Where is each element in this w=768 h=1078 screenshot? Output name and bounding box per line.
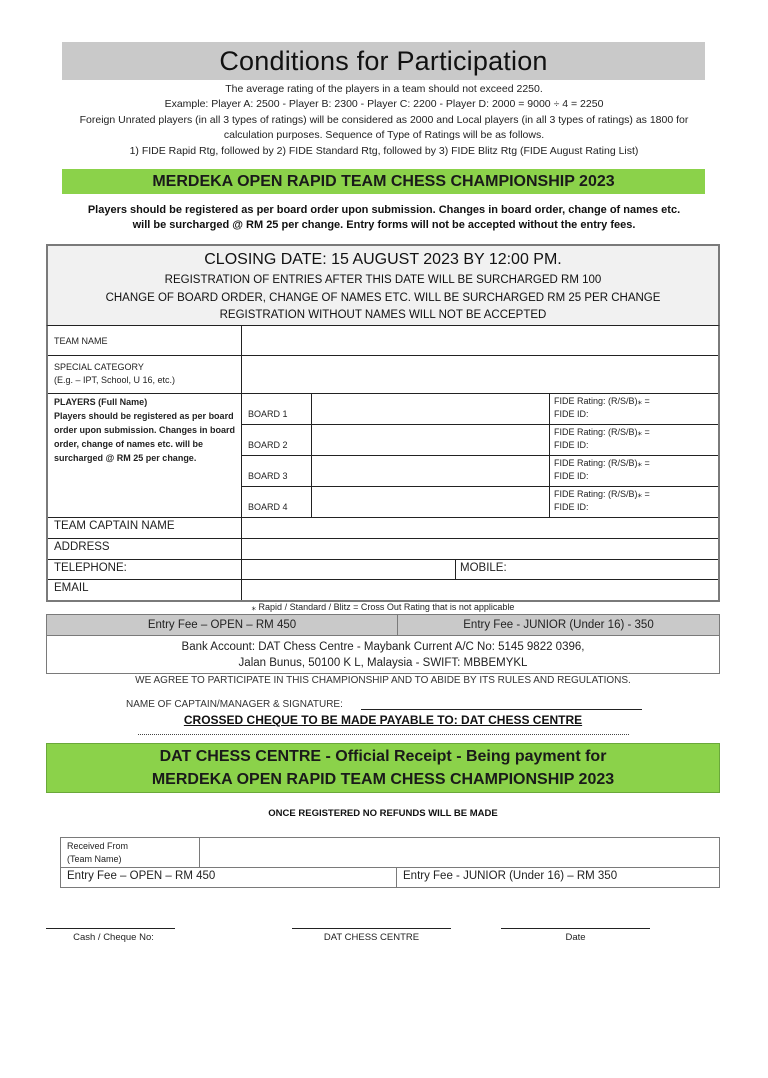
condition-line-4: calculation purposes. Sequence of Type of Ratings will be as follows. [223,129,545,141]
captain-row [48,518,718,539]
board-player-field[interactable] [312,394,550,424]
email-field[interactable] [242,580,718,600]
cash-cheque-line[interactable] [46,928,175,929]
fee-open: Entry Fee – OPEN – RM 450 [47,615,398,635]
fide-id-label: FIDE ID: [554,471,589,481]
cheque-note: CROSSED CHEQUE TO BE MADE PAYABLE TO: DAT CHESS CENTRE [183,713,583,727]
fide-id-label: FIDE ID: [554,502,589,512]
team-name-field[interactable] [242,326,718,355]
telephone-field[interactable] [242,560,456,579]
condition-line-2: Example: Player A: 2500 - Player B: 2300 - Player C: 2200 - Player D: 2000 = 9000 ÷ 4 = 2250 [164,98,604,110]
team-name-label: TEAM NAME [54,336,108,346]
closing-date-title: CLOSING DATE: 15 AUGUST 2023 BY 12:00 PM. [204,251,562,268]
address-label: ADDRESS [54,541,110,553]
board-label: BOARD 1 [248,409,288,419]
centre-label: DAT CHESS CENTRE [323,932,420,943]
event-title-bar [62,169,705,194]
players-heading: PLAYERS (Full Name) [54,397,148,407]
condition-line-1: The average rating of the players in a team should not exceed 2250. [225,83,543,95]
team-name-row [48,326,718,356]
fee-junior: Entry Fee - JUNIOR (Under 16) - 350 [463,619,654,631]
captain-label: TEAM CAPTAIN NAME [54,520,175,532]
captain-field[interactable] [242,518,718,538]
closing-date-box [46,244,720,326]
board-player-field[interactable] [312,487,550,517]
fide-rating-label: FIDE Rating: (R/S/B)⁎ = [554,396,650,406]
board-row [242,456,718,487]
mobile-field[interactable] [456,560,718,579]
special-category-label: SPECIAL CATEGORY [54,362,144,372]
phone-row [48,560,718,580]
rating-footnote: ⁎ Rapid / Standard / Blitz = Cross Out Rating that is not applicable [251,602,515,612]
fide-rating-label: FIDE Rating: (R/S/B)⁎ = [554,489,650,499]
title-bar [62,42,705,80]
page-title: Conditions for Participation [219,45,548,76]
date-label: Date [565,932,586,943]
board-row [242,394,718,425]
signature-label: NAME OF CAPTAIN/MANAGER & SIGNATURE: [126,699,343,710]
players-row [48,394,718,518]
special-category-row [48,356,718,394]
event-title: MERDEKA OPEN RAPID TEAM CHESS CHAMPIONSHIP 2023 [152,172,615,190]
centre-signature-line[interactable] [292,928,451,929]
receipt-fee-junior: Entry Fee - JUNIOR (Under 16) – RM 350 [403,870,618,882]
cut-line [138,734,629,735]
board-player-field[interactable] [312,425,550,455]
bank-line-2: Jalan Bunus, 50100 K L, Malaysia - SWIFT: MBBEMYKL [238,657,528,669]
special-category-hint: (E.g. – IPT, School, U 16, etc.) [54,375,176,385]
registration-form [46,325,720,602]
boards-list [242,394,718,517]
email-label: EMAIL [54,582,89,594]
receipt-banner [46,743,720,793]
players-note: Players should be registered as per board order upon submission. Changes in board order, change of names etc. will be surcharged @ RM 25 per change. [54,411,236,463]
condition-line-3: Foreign Unrated players (in all 3 types of ratings) will be considered as 2000 and Local players (in all 3 types of ratings) as 1800 for [79,114,689,126]
date-line[interactable] [501,928,650,929]
bank-line-1: Bank Account: DAT Chess Centre - Maybank Current A/C No: 5145 9822 0396, [181,641,585,653]
telephone-label: TELEPHONE: [54,562,127,574]
receipt-title-2: MERDEKA OPEN RAPID TEAM CHESS CHAMPIONSHIP 2023 [151,771,615,788]
board-player-field[interactable] [312,456,550,486]
board-label: BOARD 3 [248,471,288,481]
mobile-label: MOBILE: [460,562,507,574]
board-row [242,425,718,456]
agreement-text: WE AGREE TO PARTICIPATE IN THIS CHAMPIONSHIP AND TO ABIDE BY ITS RULES AND REGULATIONS. [135,675,631,686]
board-label: BOARD 2 [248,440,288,450]
fide-rating-label: FIDE Rating: (R/S/B)⁎ = [554,427,650,437]
condition-line-5: 1) FIDE Rapid Rtg, followed by 2) FIDE Standard Rtg, followed by 3) FIDE Blitz Rtg (FIDE August Rating List) [129,145,639,157]
received-from-label: Received From [67,841,129,851]
receipt-title-1: DAT CHESS CENTRE - Official Receipt - Being payment for [159,748,607,765]
fide-id-label: FIDE ID: [554,440,589,450]
registration-note-2: will be surcharged @ RM 25 per change. Entry forms will not be accepted without the entry fees. [132,219,636,231]
email-row [48,580,718,600]
board-label: BOARD 4 [248,502,288,512]
signature-line[interactable] [361,709,642,710]
closing-line-2: CHANGE OF BOARD ORDER, CHANGE OF NAMES ETC. WILL BE SURCHARGED RM 25 PER CHANGE [105,292,661,304]
team-name-sub-label: (Team Name) [67,854,122,864]
fide-id-label: FIDE ID: [554,409,589,419]
cash-cheque-label: Cash / Cheque No: [73,932,154,943]
closing-line-1: REGISTRATION OF ENTRIES AFTER THIS DATE WILL BE SURCHARGED RM 100 [164,274,602,286]
address-field[interactable] [242,539,718,559]
special-category-field[interactable] [242,356,718,393]
address-row [48,539,718,560]
receipt-table [60,837,720,888]
fees-box [46,614,720,674]
fide-rating-label: FIDE Rating: (R/S/B)⁎ = [554,458,650,468]
registration-note-1: Players should be registered as per board order upon submission. Changes in board order, change of names etc. [87,204,681,216]
received-from-field[interactable] [200,838,719,867]
bank-details [47,635,719,673]
receipt-fee-open: Entry Fee – OPEN – RM 450 [61,868,397,887]
board-row [242,487,718,517]
no-refund-note: ONCE REGISTERED NO REFUNDS WILL BE MADE [268,808,498,819]
closing-line-3: REGISTRATION WITHOUT NAMES WILL NOT BE ACCEPTED [219,309,547,321]
